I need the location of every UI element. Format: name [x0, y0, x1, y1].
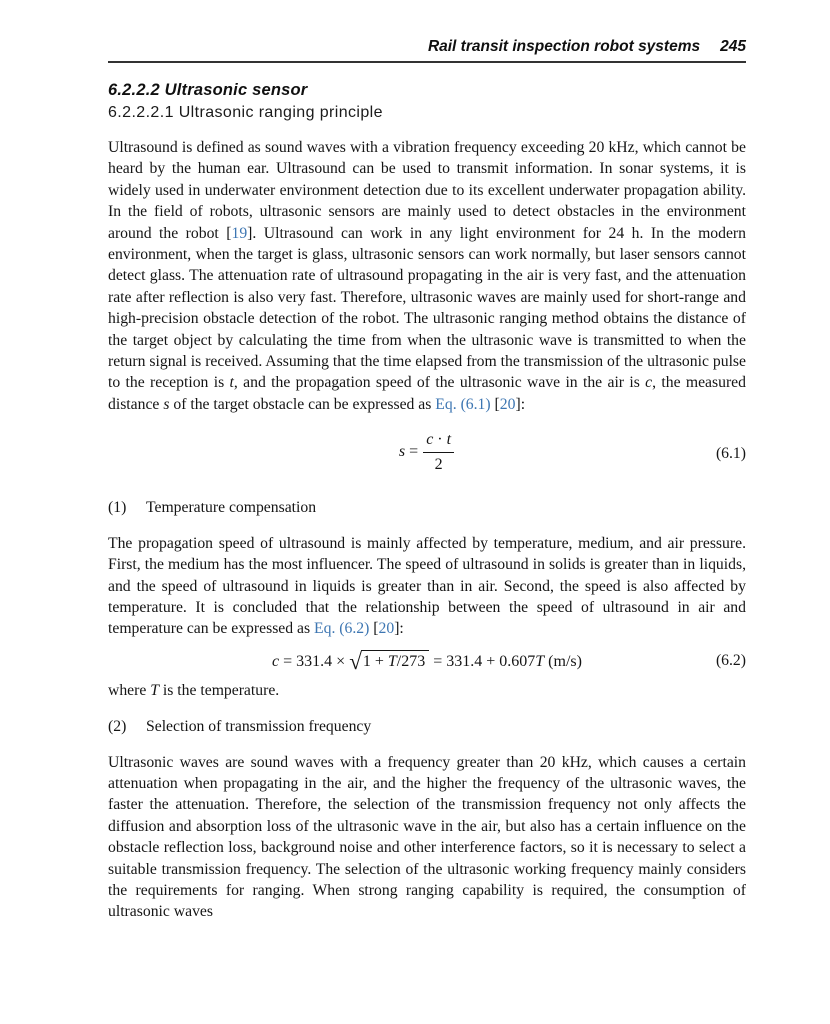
text-run: The propagation speed of ultrasound is mainly affected by temperature, medium, and air pressure. First, the medium has the most influencer. The speed of ultrasound in solids is greater than in liquids, and the speed of ultrasound in liquids is greater than in air. Second, the speed is also affected by temperature. It is concluded that the relationship between the speed of ultrasound in air and temperature can be expressed as — [108, 534, 746, 638]
list-marker: (2) — [108, 718, 127, 736]
page-number: 245 — [720, 38, 746, 55]
text-run: T — [535, 652, 545, 670]
equation-number: (6.1) — [715, 444, 746, 462]
inline-reference-link[interactable]: 19 — [231, 224, 248, 242]
list-marker: (1) — [108, 499, 127, 517]
text-run: of the target obstacle can be expressed as — [169, 395, 436, 413]
text-run: , and the propagation speed of the ultrasonic wave in the air is — [233, 374, 646, 392]
text-run: Ultrasound is defined as sound waves with a vibration frequency exceeding 20 kHz, which cannot be heard by the human ear. Ultrasound can be used to transmit information. In sonar systems, it is widely used in underwater environment detection due to its excellent underwater propagation ability. In the field of robots, ultrasonic sensors are mainly used to detect obstacles in the environment around the robot [ — [108, 139, 746, 242]
list-label: Temperature compensation — [146, 499, 317, 517]
equation-pre — [272, 653, 349, 670]
text-run: · — [433, 431, 447, 449]
text-run: s — [163, 395, 170, 413]
paragraph-frequency-selection — [108, 752, 746, 923]
text-run: , the measured distance — [108, 374, 746, 413]
list-item-transmission-frequency — [108, 716, 746, 737]
section-heading: 6.2.2.2 Ultrasonic sensor — [108, 81, 308, 99]
running-head-title: Rail transit inspection robot systems — [427, 38, 701, 55]
text-run: s — [398, 443, 406, 461]
equation-post — [429, 653, 582, 670]
inline-reference-link[interactable]: 20 — [499, 395, 516, 413]
text-run: = 331.4 × — [279, 652, 350, 670]
text-run: [ — [490, 395, 500, 413]
text-run: c — [426, 431, 434, 449]
text-run: ]: — [394, 620, 404, 638]
radical-sign: √ — [349, 648, 360, 674]
text-run: is the temperature. — [158, 681, 280, 699]
equation-lhs — [399, 443, 422, 460]
list-label: Selection of transmission frequency — [146, 718, 372, 736]
inline-reference-link[interactable]: Eq. (6.1) — [435, 395, 491, 413]
text-run: (m/s) — [544, 652, 582, 670]
text-run: Ultrasonic waves are sound waves with a frequency greater than 20 kHz, which causes a certain attenuation when propagating in the air, and the higher the frequency of the ultrasonic waves, the faster the attenuation. Therefore, the selection of the transmission frequency not only affects the diffusion and absorption loss of the ultrasonic wave in the air, but also has a certain influence on the obstacle reflection loss, background noise and other interference factors, so it is necessary to select a suitable transmission frequency. The selection of the ultrasonic working frequency mainly considers the requirements for ranging. When strong ranging capability is required, the consumption of ultrasonic waves — [108, 753, 746, 921]
text-run: = — [405, 443, 423, 461]
text-run: c — [272, 652, 280, 670]
text-run: /273 — [396, 652, 426, 670]
text-run: 1 + — [362, 652, 388, 670]
where-clause — [108, 680, 746, 701]
radicand — [361, 650, 429, 673]
paragraph-propagation-speed — [108, 533, 746, 640]
inline-reference-link[interactable]: 20 — [378, 620, 395, 638]
text-run: = 331.4 + 0.607 — [429, 652, 536, 670]
equation-6-1 — [108, 425, 746, 482]
fraction-denominator: 2 — [423, 452, 454, 476]
text-run: [ — [369, 620, 379, 638]
text-run: T — [387, 652, 397, 670]
text-run: ]: — [515, 395, 526, 413]
fraction-numerator — [423, 429, 454, 452]
equation-6-2 — [108, 650, 746, 673]
text-run: T — [150, 681, 159, 699]
square-root — [349, 650, 429, 673]
subsection-heading: 6.2.2.2.1 Ultrasonic ranging principle — [108, 104, 383, 121]
inline-reference-link[interactable]: Eq. (6.2) — [314, 620, 370, 638]
page-content — [108, 0, 746, 923]
text-run: t — [446, 431, 452, 449]
paragraph-ultrasonic-intro — [108, 137, 746, 415]
text-run: where — [108, 681, 151, 699]
text-run: t — [229, 374, 234, 392]
text-run: c — [645, 374, 653, 392]
equation-number: (6.2) — [715, 652, 746, 670]
fraction — [423, 429, 454, 476]
text-run: ]. Ultrasound can work in any light environment for 24 h. In the modern environment, when the target is glass, ultrasonic sensors can work normally, but laser sensors cannot detect glass. The attenuation rate of ultrasound propagating in the air is very fast, and the attenuation rate after reflection is also very fast. Therefore, ultrasonic waves are mainly used for short-range and high-precision obstacle detection of the robot. The ultrasonic ranging method obtains the distance of the target object by calculating the time from when the ultrasonic wave is transmitted to when the return signal is received. Assuming that the time elapsed from the transmission of the ultrasonic pulse to the reception is — [108, 224, 746, 392]
list-item-temperature-compensation — [108, 497, 746, 518]
